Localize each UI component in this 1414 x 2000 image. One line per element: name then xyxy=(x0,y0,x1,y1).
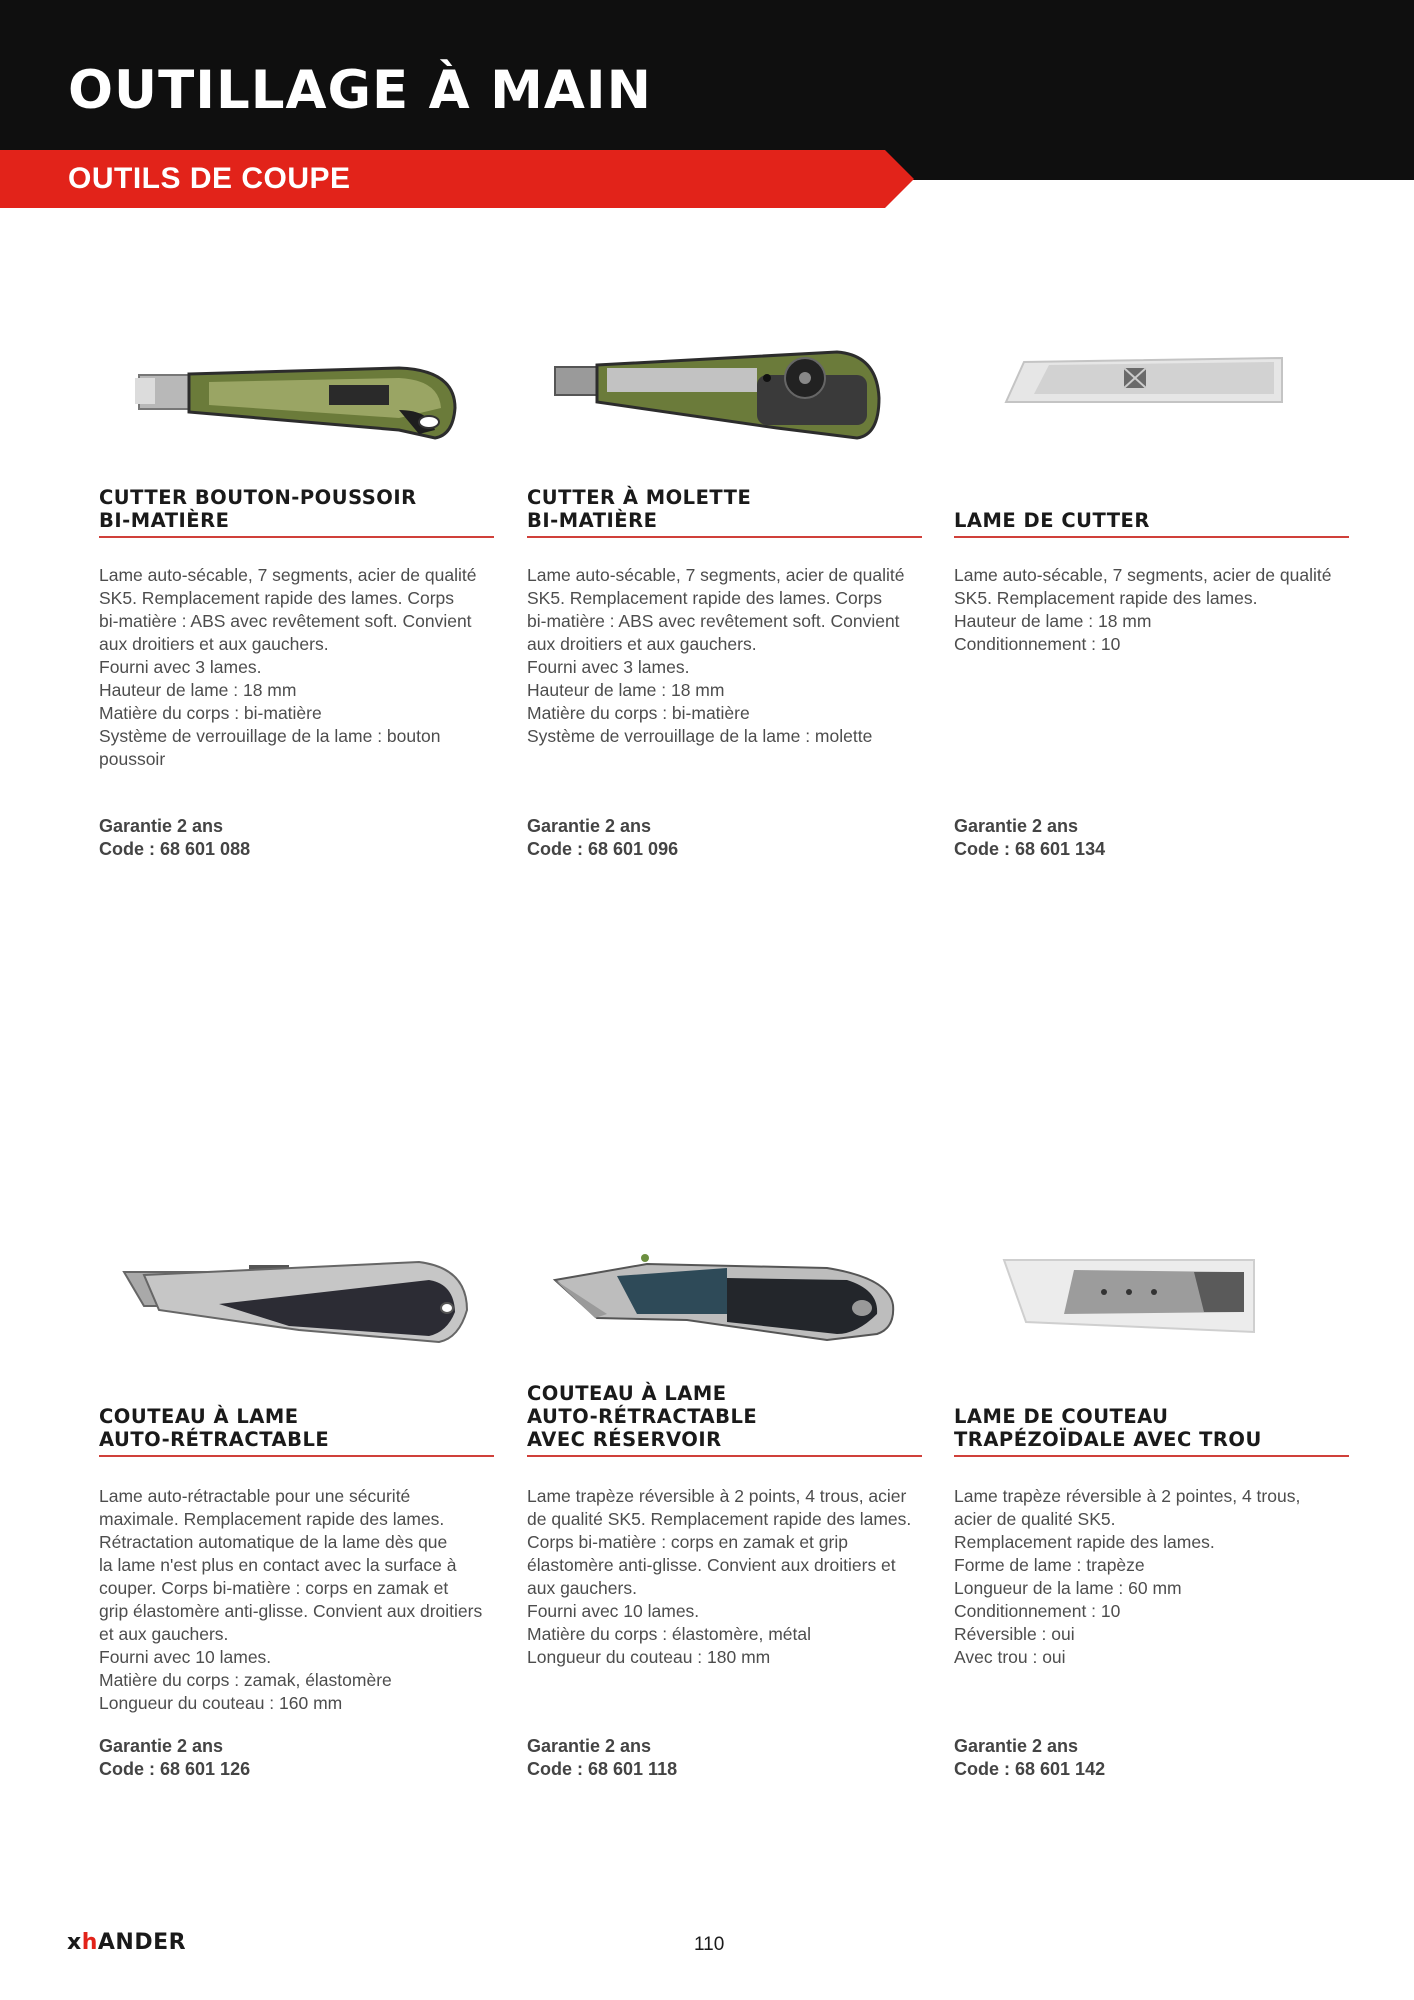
product-title: CUTTER À MOLETTE BI-MATIÈRE xyxy=(527,486,922,538)
product-warranty: Garantie 2 ans xyxy=(99,1736,224,1756)
trapezoid-blades-image xyxy=(954,1250,1349,1380)
product-description: Lame auto-rétractable pour une sécurité maximale. Remplacement rapide des lames. Rétractation automatique de la lame dès que la lame n'est plus en contact avec la surface à couper. Corps bi-matière : corps en zamak et grip élastomère anti-glisse. Convient aux droitiers et aux gauchers. Fourni avec 10 lames. Matière du corps : zamak, élastomère Longueur du couteau : 160 mm xyxy=(99,1486,483,1713)
retractable-knife-storage-image xyxy=(527,1250,922,1380)
section-title: OUTILS DE COUPE xyxy=(68,162,351,195)
cutter-blades-image xyxy=(954,330,1349,460)
product-description: Lame auto-sécable, 7 segments, acier de qualité SK5. Remplacement rapide des lames. Corps bi-matière : ABS avec revêtement soft. Convient aux droitiers et aux gauchers. Fourni avec 3 lames. Hauteur de lame : 18 mm Matière du corps : bi-matière Système de verrouillage de la lame : bouton poussoir xyxy=(99,565,477,769)
logo-prefix: x xyxy=(67,1930,82,1955)
product-code: Code : 68 601 126 xyxy=(99,1759,251,1779)
product-code: Code : 68 601 142 xyxy=(954,1759,1106,1779)
product-description: Lame trapèze réversible à 2 pointes, 4 trous, acier de qualité SK5. Remplacement rapide des lames. Forme de lame : trapèze Longueur de la lame : 60 mm Conditionnement : 10 Réversible : oui Avec trou : oui xyxy=(954,1486,1301,1667)
cutter-push-button-image xyxy=(99,330,494,460)
retractable-knife-image xyxy=(99,1250,494,1380)
logo-suffix: ANDER xyxy=(97,1930,187,1955)
product-title: CUTTER BOUTON-POUSSOIR BI-MATIÈRE xyxy=(99,486,494,538)
page-title: OUTILLAGE À MAIN xyxy=(68,60,652,121)
product-code: Code : 68 601 088 xyxy=(99,839,251,859)
product-warranty: Garantie 2 ans xyxy=(99,816,224,836)
product-description: Lame auto-sécable, 7 segments, acier de qualité SK5. Remplacement rapide des lames. Hauteur de lame : 18 mm Conditionnement : 10 xyxy=(954,565,1332,654)
logo-accent: h xyxy=(81,1930,98,1955)
brand-logo xyxy=(67,1930,186,1955)
product-title: COUTEAU À LAME AUTO-RÉTRACTABLE AVEC RÉSERVOIR xyxy=(527,1382,922,1457)
product-warranty: Garantie 2 ans xyxy=(954,816,1079,836)
page-number: 110 xyxy=(694,1934,725,1955)
product-code: Code : 68 601 118 xyxy=(527,1759,678,1779)
product-warranty: Garantie 2 ans xyxy=(527,816,652,836)
cutter-wheel-image xyxy=(527,330,922,460)
product-warranty: Garantie 2 ans xyxy=(527,1736,652,1756)
product-code: Code : 68 601 134 xyxy=(954,839,1106,859)
product-title: COUTEAU À LAME AUTO-RÉTRACTABLE xyxy=(99,1405,494,1457)
product-warranty: Garantie 2 ans xyxy=(954,1736,1079,1756)
product-code: Code : 68 601 096 xyxy=(527,839,679,859)
product-title: LAME DE CUTTER xyxy=(954,509,1349,538)
product-description: Lame trapèze réversible à 2 points, 4 trous, acier de qualité SK5. Remplacement rapide des lames. Corps bi-matière : corps en zamak et grip élastomère anti-glisse. Convient aux droitiers et aux gauchers. Fourni avec 10 lames. Matière du corps : élastomère, métal Longueur du couteau : 180 mm xyxy=(527,1486,912,1667)
product-description: Lame auto-sécable, 7 segments, acier de qualité SK5. Remplacement rapide des lames. Corps bi-matière : ABS avec revêtement soft. Convient aux droitiers et aux gauchers. Fourni avec 3 lames. Hauteur de lame : 18 mm Matière du corps : bi-matière Système de verrouillage de la lame : molette xyxy=(527,565,905,746)
product-title: LAME DE COUTEAU TRAPÉZOÏDALE AVEC TROU xyxy=(954,1405,1349,1457)
